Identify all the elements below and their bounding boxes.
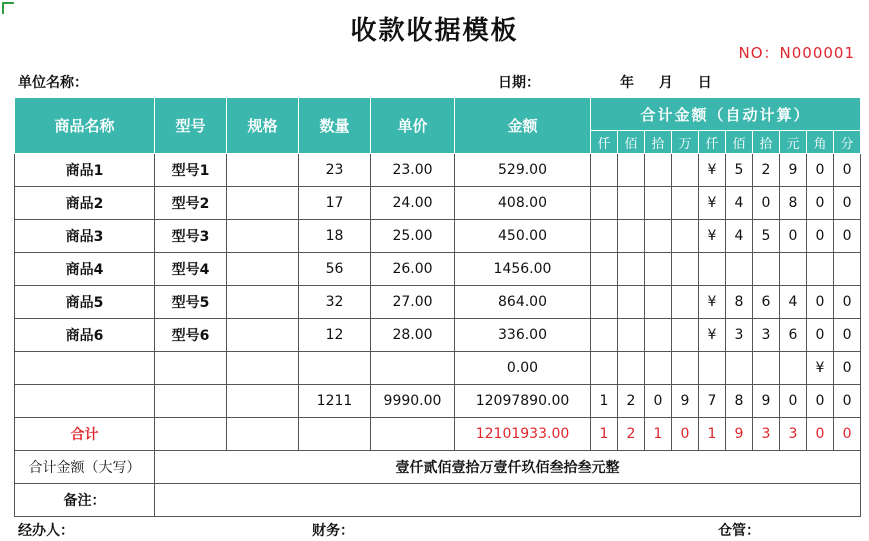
cell-price[interactable]: 23.00 (371, 154, 455, 187)
cell-model[interactable]: 型号6 (155, 319, 227, 352)
cell-digit[interactable] (618, 253, 645, 286)
cell-digit[interactable]: 0 (834, 154, 861, 187)
cell-digit[interactable] (726, 253, 753, 286)
footer-finance: 财务： (312, 523, 354, 539)
cell-spec[interactable] (227, 220, 299, 253)
cell-digit[interactable]: 8 (780, 187, 807, 220)
cell-spec[interactable] (227, 187, 299, 220)
cell-digit[interactable]: 0 (834, 385, 861, 418)
total-digit[interactable]: 0 (807, 418, 834, 451)
total-digit[interactable]: 1 (699, 418, 726, 451)
cell-digit[interactable]: 0 (807, 385, 834, 418)
cell-name[interactable]: 商品3 (15, 220, 155, 253)
table-body (15, 154, 861, 418)
table-row (15, 286, 861, 319)
cell-digit[interactable]: 3 (753, 319, 780, 352)
date-label: 日期： (498, 75, 540, 91)
cell-spec[interactable] (227, 286, 299, 319)
cell-digit[interactable] (753, 352, 780, 385)
cell-digit[interactable] (591, 319, 618, 352)
header-digit: 仟 (591, 131, 618, 154)
receipt-number: NO：N000001 (738, 44, 855, 62)
cell-digit[interactable] (645, 220, 672, 253)
cell-digit[interactable]: 4 (726, 187, 753, 220)
header-digit: 角 (807, 131, 834, 154)
amount-words-value[interactable]: 壹仟贰佰壹拾万壹仟玖佰叁拾叁元整 (155, 451, 861, 484)
header-digit: 佰 (726, 131, 753, 154)
cell-digit[interactable]: 4 (780, 286, 807, 319)
cell-price[interactable] (371, 352, 455, 385)
cell-digit[interactable]: 0 (834, 187, 861, 220)
cell-digit[interactable] (645, 154, 672, 187)
cell-digit[interactable]: ¥ (699, 154, 726, 187)
cell-model[interactable]: 型号5 (155, 286, 227, 319)
header-digit: 分 (834, 131, 861, 154)
cell-digit[interactable]: 7 (699, 385, 726, 418)
cell-digit[interactable] (591, 154, 618, 187)
cell-amount[interactable]: 529.00 (455, 154, 591, 187)
table-row (15, 220, 861, 253)
cell-digit[interactable]: ¥ (807, 352, 834, 385)
cell-digit[interactable]: 0 (645, 385, 672, 418)
cell-price[interactable]: 27.00 (371, 286, 455, 319)
cell-spec[interactable] (227, 319, 299, 352)
cell-amount[interactable]: 408.00 (455, 187, 591, 220)
total-digit[interactable]: 0 (672, 418, 699, 451)
cell-digit[interactable]: 4 (726, 220, 753, 253)
header-digit: 仟 (699, 131, 726, 154)
cell-digit[interactable]: 9 (672, 385, 699, 418)
cell-digit[interactable]: 0 (807, 220, 834, 253)
table-row (15, 319, 861, 352)
total-digit[interactable]: 9 (726, 418, 753, 451)
amount-words-label[interactable]: 合计金额（大写） (15, 451, 155, 484)
remark-row (15, 484, 861, 517)
cell-digit[interactable] (591, 253, 618, 286)
table-cell[interactable] (155, 418, 227, 451)
cell-digit[interactable]: 0 (807, 187, 834, 220)
cell-model[interactable]: 型号4 (155, 253, 227, 286)
total-digit[interactable]: 3 (753, 418, 780, 451)
cell-digit[interactable] (618, 319, 645, 352)
header-name: 商品名称 (15, 98, 155, 154)
cell-model[interactable] (155, 385, 227, 418)
cell-digit[interactable]: 0 (780, 385, 807, 418)
cell-model[interactable]: 型号1 (155, 154, 227, 187)
cell-digit[interactable]: ¥ (699, 319, 726, 352)
header-price: 单价 (371, 98, 455, 154)
cell-digit[interactable]: 0 (834, 319, 861, 352)
cell-digit[interactable]: 8 (726, 286, 753, 319)
cell-spec[interactable] (227, 385, 299, 418)
header-digit: 佰 (618, 131, 645, 154)
cell-price[interactable]: 26.00 (371, 253, 455, 286)
cell-digit[interactable] (672, 286, 699, 319)
amount-words-row (15, 451, 861, 484)
cell-digit[interactable]: ¥ (699, 187, 726, 220)
cell-digit[interactable] (699, 253, 726, 286)
cell-digit[interactable] (618, 286, 645, 319)
cell-digit[interactable]: 0 (834, 352, 861, 385)
cell-digit[interactable]: 0 (753, 187, 780, 220)
cell-digit[interactable]: ¥ (699, 286, 726, 319)
cell-price[interactable]: 25.00 (371, 220, 455, 253)
cell-name[interactable]: 商品4 (15, 253, 155, 286)
cell-price[interactable]: 9990.00 (371, 385, 455, 418)
cell-qty[interactable]: 23 (299, 154, 371, 187)
cell-digit[interactable] (591, 286, 618, 319)
receipt-table (14, 97, 861, 517)
cell-amount[interactable]: 0.00 (455, 352, 591, 385)
cell-digit[interactable] (699, 352, 726, 385)
cell-digit[interactable] (645, 352, 672, 385)
cell-amount[interactable]: 336.00 (455, 319, 591, 352)
cell-digit[interactable]: 3 (726, 319, 753, 352)
cell-digit[interactable] (780, 253, 807, 286)
cell-digit[interactable] (672, 220, 699, 253)
cell-digit[interactable]: 9 (753, 385, 780, 418)
remark-label[interactable]: 备注： (15, 484, 155, 517)
total-digit[interactable]: 1 (645, 418, 672, 451)
cell-name[interactable] (15, 352, 155, 385)
cell-digit[interactable] (591, 352, 618, 385)
header-digit: 拾 (753, 131, 780, 154)
cell-digit[interactable] (591, 220, 618, 253)
cell-digit[interactable] (591, 187, 618, 220)
total-digit[interactable]: 1 (591, 418, 618, 451)
header-digit: 元 (780, 131, 807, 154)
cell-digit[interactable]: ¥ (699, 220, 726, 253)
cell-digit[interactable]: 2 (753, 154, 780, 187)
table-row (15, 187, 861, 220)
total-digit[interactable]: 0 (834, 418, 861, 451)
cell-digit[interactable]: 0 (807, 319, 834, 352)
cell-digit[interactable] (672, 187, 699, 220)
cell-qty[interactable]: 56 (299, 253, 371, 286)
total-label[interactable]: 合计 (15, 418, 155, 451)
cell-spec[interactable] (227, 154, 299, 187)
cell-digit[interactable]: 6 (780, 319, 807, 352)
header-amount: 金额 (455, 98, 591, 154)
cell-digit[interactable]: 5 (753, 220, 780, 253)
cell-name[interactable]: 商品1 (15, 154, 155, 187)
cell-digit[interactable]: 5 (726, 154, 753, 187)
cell-qty[interactable]: 18 (299, 220, 371, 253)
cell-digit[interactable] (672, 253, 699, 286)
cell-digit[interactable] (618, 187, 645, 220)
header-row (15, 98, 861, 131)
cell-digit[interactable]: 1 (591, 385, 618, 418)
date-year-month-day: 年 月 日 (620, 75, 712, 91)
cell-qty[interactable]: 12 (299, 319, 371, 352)
cell-model[interactable]: 型号3 (155, 220, 227, 253)
table-cell[interactable] (371, 418, 455, 451)
cell-digit[interactable]: 8 (726, 385, 753, 418)
cell-price[interactable]: 28.00 (371, 319, 455, 352)
cell-spec[interactable] (227, 253, 299, 286)
table-row (15, 154, 861, 187)
total-amount[interactable]: 12101933.00 (455, 418, 591, 451)
cell-digit[interactable]: 0 (834, 220, 861, 253)
cell-digit[interactable] (645, 286, 672, 319)
cell-qty[interactable]: 32 (299, 286, 371, 319)
cell-qty[interactable] (299, 352, 371, 385)
header-digit: 拾 (645, 131, 672, 154)
header-qty: 数量 (299, 98, 371, 154)
table-cell[interactable] (299, 418, 371, 451)
cell-amount[interactable]: 1456.00 (455, 253, 591, 286)
table-cell[interactable] (227, 418, 299, 451)
cell-name[interactable]: 商品5 (15, 286, 155, 319)
cell-digit[interactable] (645, 187, 672, 220)
cell-digit[interactable] (672, 319, 699, 352)
cell-name[interactable]: 商品2 (15, 187, 155, 220)
header-spec: 规格 (227, 98, 299, 154)
cell-digit[interactable] (780, 352, 807, 385)
cell-digit[interactable]: 2 (618, 385, 645, 418)
footer-warehouse: 仓管： (718, 523, 760, 539)
cell-digit[interactable]: 0 (807, 286, 834, 319)
total-digit[interactable]: 2 (618, 418, 645, 451)
cell-digit[interactable] (645, 319, 672, 352)
total-digit[interactable]: 3 (780, 418, 807, 451)
cell-digit[interactable] (672, 352, 699, 385)
cell-digit[interactable] (618, 352, 645, 385)
total-row (15, 418, 861, 451)
remark-value[interactable] (155, 484, 861, 517)
cell-qty[interactable]: 17 (299, 187, 371, 220)
cell-name[interactable]: 商品6 (15, 319, 155, 352)
table-row (15, 385, 861, 418)
cell-digit[interactable]: 0 (834, 286, 861, 319)
cell-price[interactable]: 24.00 (371, 187, 455, 220)
cell-qty[interactable]: 1211 (299, 385, 371, 418)
cell-digit[interactable]: 6 (753, 286, 780, 319)
cell-amount[interactable]: 450.00 (455, 220, 591, 253)
cell-amount[interactable]: 864.00 (455, 286, 591, 319)
cell-digit[interactable] (834, 253, 861, 286)
cell-digit[interactable]: 0 (780, 220, 807, 253)
cell-spec[interactable] (227, 352, 299, 385)
table-row (15, 352, 861, 385)
cell-digit[interactable] (807, 253, 834, 286)
cell-amount[interactable]: 12097890.00 (455, 385, 591, 418)
cell-digit[interactable]: 0 (807, 154, 834, 187)
footer-handler: 经办人： (18, 523, 74, 539)
cell-digit[interactable] (726, 352, 753, 385)
cell-digit[interactable] (672, 154, 699, 187)
page-title: 收款收据模板 (350, 16, 519, 46)
cell-name[interactable] (15, 385, 155, 418)
cell-model[interactable] (155, 352, 227, 385)
cell-digit[interactable] (645, 253, 672, 286)
cell-digit[interactable] (753, 253, 780, 286)
table-row (15, 253, 861, 286)
cell-digit[interactable] (618, 220, 645, 253)
header-digit: 万 (672, 131, 699, 154)
header-model: 型号 (155, 98, 227, 154)
cell-digit[interactable]: 9 (780, 154, 807, 187)
unit-name-label: 单位名称： (18, 75, 88, 91)
header-total-group: 合计金额（自动计算） (591, 98, 861, 131)
cell-digit[interactable] (618, 154, 645, 187)
cell-model[interactable]: 型号2 (155, 187, 227, 220)
